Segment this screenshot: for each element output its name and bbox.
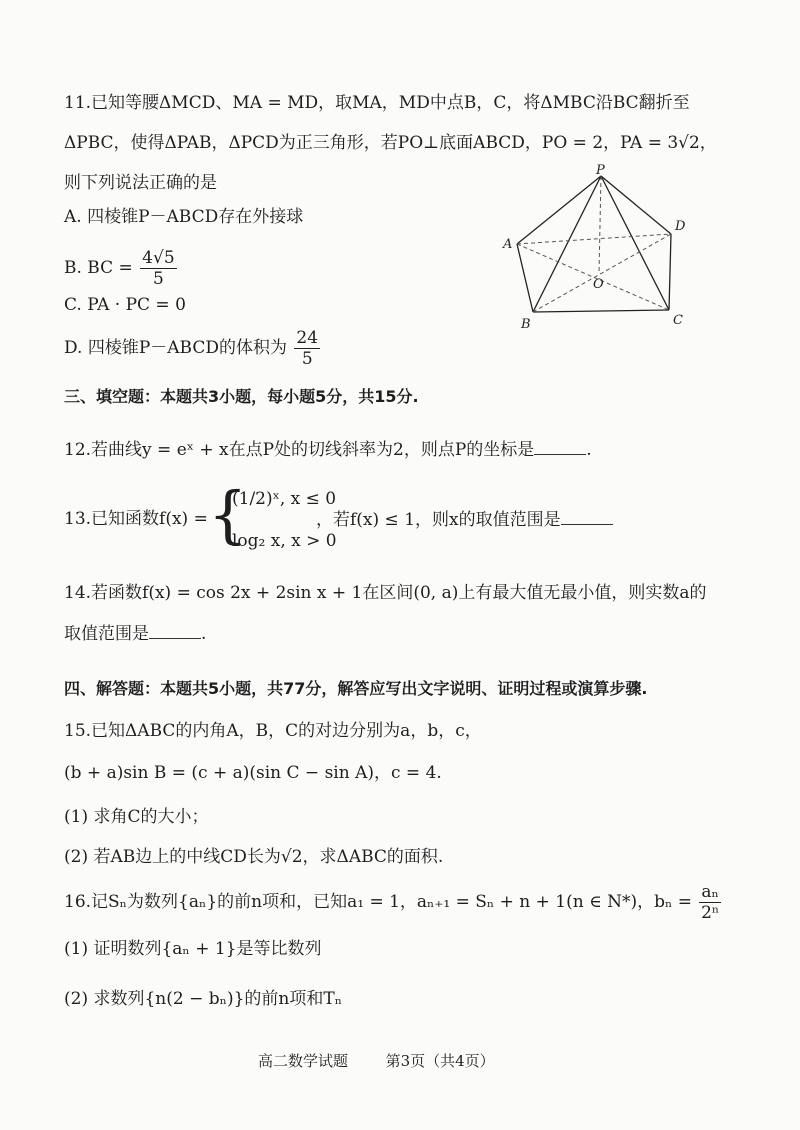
label-c: C <box>673 313 683 328</box>
q11-option-b-prefix: B. BC = <box>64 258 133 278</box>
edge-pb <box>533 176 601 312</box>
q15-part2: (2) 若AB边上的中线CD长为√2，求ΔABC的面积. <box>64 847 444 867</box>
q16-line1-prefix: 16.记Sₙ为数列{aₙ}的前n项和，已知a₁ = 1，aₙ₊₁ = Sₙ + n + 1(n ∈ N*)，bₙ = <box>64 892 692 912</box>
pyramid-figure <box>495 162 705 332</box>
q12-text: 12.若曲线y = eˣ + x在点P处的切线斜率为2，则点P的坐标是 <box>64 440 535 460</box>
q11-option-d-prefix: D. 四棱锥P－ABCD的体积为 <box>64 338 287 358</box>
edge-ab <box>517 244 533 312</box>
q13-case1: (1/2)ˣ, x ≤ 0 <box>232 489 337 509</box>
footer <box>258 1050 495 1072</box>
q11-option-b <box>64 246 179 290</box>
q14-line1: 14.若函数f(x) = cos 2x + 2sin x + 1在区间(0, a)上有最大值无最小值，则实数a的 <box>64 583 707 603</box>
label-d: D <box>675 219 686 234</box>
q12: 12.若曲线y = eˣ + x在点P处的切线斜率为2，则点P的坐标是 . <box>64 440 592 460</box>
edge-bc <box>533 310 669 312</box>
q16-fraction-denominator: 2ⁿ <box>701 903 720 923</box>
q11-option-c: C. PA · PC = 0 <box>64 295 186 315</box>
q13-suffix-wrap <box>316 508 613 531</box>
q11-option-d-fraction <box>294 328 320 369</box>
q11-option-d <box>64 326 322 370</box>
q12-answer-blank[interactable] <box>534 438 586 455</box>
q11-line3: 则下列说法正确的是 <box>64 173 217 193</box>
edge-pc <box>601 176 669 310</box>
q13-brace: { <box>208 478 248 551</box>
q15-part1: (1) 求角C的大小； <box>64 807 209 827</box>
q11-option-a: A. 四棱锥P－ABCD存在外接球 <box>64 207 304 227</box>
q16-part2: (2) 求数列{n(2 − bₙ)}的前n项和Tₙ <box>64 989 343 1009</box>
q11-option-b-denominator: 5 <box>152 269 164 289</box>
q11-option-b-numerator: 4√5 <box>142 248 175 268</box>
footer-subject: 高二数学试题 <box>258 1052 349 1070</box>
q11-option-d-denominator: 5 <box>301 349 313 369</box>
q16-fraction <box>699 882 721 923</box>
q11-option-b-fraction <box>140 248 176 289</box>
height-po-hidden <box>599 176 601 274</box>
label-o: O <box>593 277 604 292</box>
q15-line2: (b + a)sin B = (c + a)(sin C − sin A)，c = 4. <box>64 763 442 783</box>
q11-line2: ΔPBC，使得ΔPAB，ΔPCD为正三角形，若PO⊥底面ABCD，PO = 2，PA = 3√2， <box>64 133 717 153</box>
q16-part1: (1) 证明数列{aₙ + 1}是等比数列 <box>64 939 322 959</box>
label-a: A <box>503 237 513 252</box>
section4-title: 四、解答题：本题共5小题，共77分，解答应写出文字说明、证明过程或演算步骤. <box>64 679 648 698</box>
q13-answer-blank[interactable] <box>561 508 613 525</box>
q13-suffix: ，若f(x) ≤ 1，则x的取值范围是 <box>316 510 561 530</box>
q13-prefix: 13.已知函数f(x) = <box>64 509 208 529</box>
label-p: P <box>596 163 605 178</box>
footer-page: 第3页（共4页） <box>385 1052 495 1070</box>
q14-line2: 取值范围是 <box>64 624 149 644</box>
q13-case2: log₂ x, x > 0 <box>232 531 337 551</box>
section3-title: 三、填空题：本题共3小题，每小题5分，共15分. <box>64 387 419 406</box>
edge-pa <box>517 176 601 244</box>
q11-line1: 11.已知等腰ΔMCD、MA = MD，取MA，MD中点B，C，将ΔMBC沿BC翻折至 <box>64 93 690 113</box>
edge-pd <box>601 176 671 234</box>
q11-option-d-numerator: 24 <box>296 328 319 348</box>
q15-line1: 15.已知ΔABC的内角A，B，C的对边分别为a，b，c， <box>64 721 482 741</box>
q16-line1 <box>64 880 723 924</box>
q16-fraction-numerator: aₙ <box>701 882 719 902</box>
edge-ad-hidden <box>517 234 671 244</box>
label-b: B <box>521 317 531 332</box>
q14-answer-blank[interactable] <box>149 622 201 639</box>
q14-line2-wrap: 取值范围是 . <box>64 624 207 644</box>
edge-cd <box>669 234 671 310</box>
